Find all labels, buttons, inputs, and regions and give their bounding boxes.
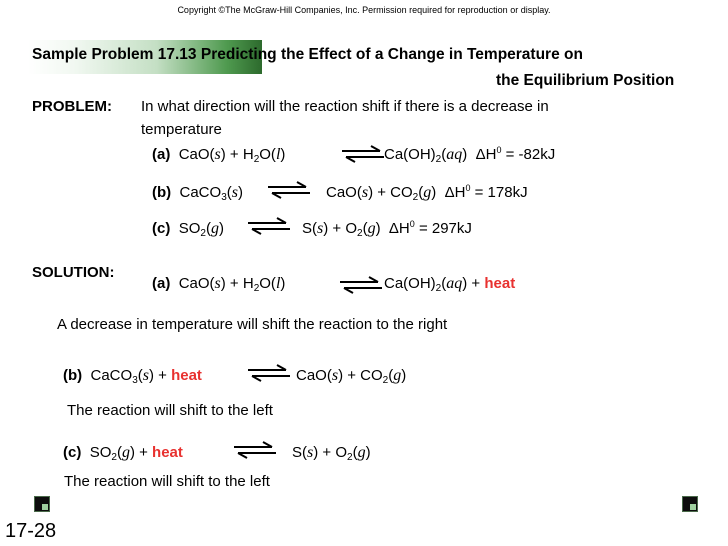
equilibrium-arrow-icon [340, 144, 386, 164]
problem-a-products: $Ca(OH)_2(aq) \Delta H^0 = -82kJ$ [384, 145, 556, 165]
problem-text-line1: In what direction will the reaction shift if there is a decrease in [141, 98, 549, 115]
solution-c-note: The reaction will shift to the left [64, 473, 270, 490]
problem-c-reactants: (c) $SO_2(g)$ [152, 220, 224, 239]
solution-a-note: A decrease in temperature will shift the reaction to the right [57, 316, 448, 333]
solution-b-note: The reaction will shift to the left [67, 402, 273, 419]
solution-b-products: $CaO(s) + CO_2(g)$ [296, 367, 407, 386]
equilibrium-arrow-icon [246, 216, 292, 236]
heat-term: heat [171, 367, 202, 384]
equilibrium-arrow-icon [246, 363, 292, 383]
equilibrium-arrow-icon [266, 180, 312, 200]
problem-label: PROBLEM: [32, 98, 112, 115]
solution-b-reactants: (b) CaCO$_3$(s) + heat [63, 367, 202, 386]
heat-term: heat [484, 275, 516, 292]
equilibrium-arrow-icon [232, 440, 278, 460]
copyright-notice: Copyright ©The McGraw-Hill Companies, Inc. Permission required for reproduction or display. [177, 5, 551, 15]
page-title-continued: the Equilibrium Position [496, 72, 675, 89]
solution-c-products: $S(s) + O_2(g)$ [292, 444, 371, 463]
solution-c-reactants: (c) $SO_2(g)$ + heat [63, 444, 183, 463]
next-slide-icon[interactable] [682, 496, 698, 512]
solution-a-reactants: (a) $CaO(s) + H_2O(l)$ [152, 275, 286, 294]
solution-a-products: $Ca(OH)_2(aq)$ + heat [384, 275, 516, 294]
problem-a-reactants: (a) $CaO(s) + H_2O(l)$ [152, 146, 286, 165]
heat-term: heat [152, 444, 183, 461]
problem-c-products: $S(s) + O_2(g) \Delta H^0 = 297kJ$ [302, 219, 472, 239]
problem-b-reactants: (b) CaCO$_3$(s) [152, 184, 243, 203]
problem-text-line2: temperature [141, 121, 222, 138]
equilibrium-arrow-icon [338, 275, 384, 295]
solution-label: SOLUTION: [32, 264, 115, 281]
problem-b-products: $CaO(s) + CO_2(g) \Delta H^0 = 178kJ$ [326, 183, 528, 203]
previous-slide-icon[interactable] [34, 496, 50, 512]
page-title: Sample Problem 17.13 Predicting the Effect of a Change in Temperature on [32, 46, 583, 63]
page-number: 17-28 [5, 520, 57, 542]
